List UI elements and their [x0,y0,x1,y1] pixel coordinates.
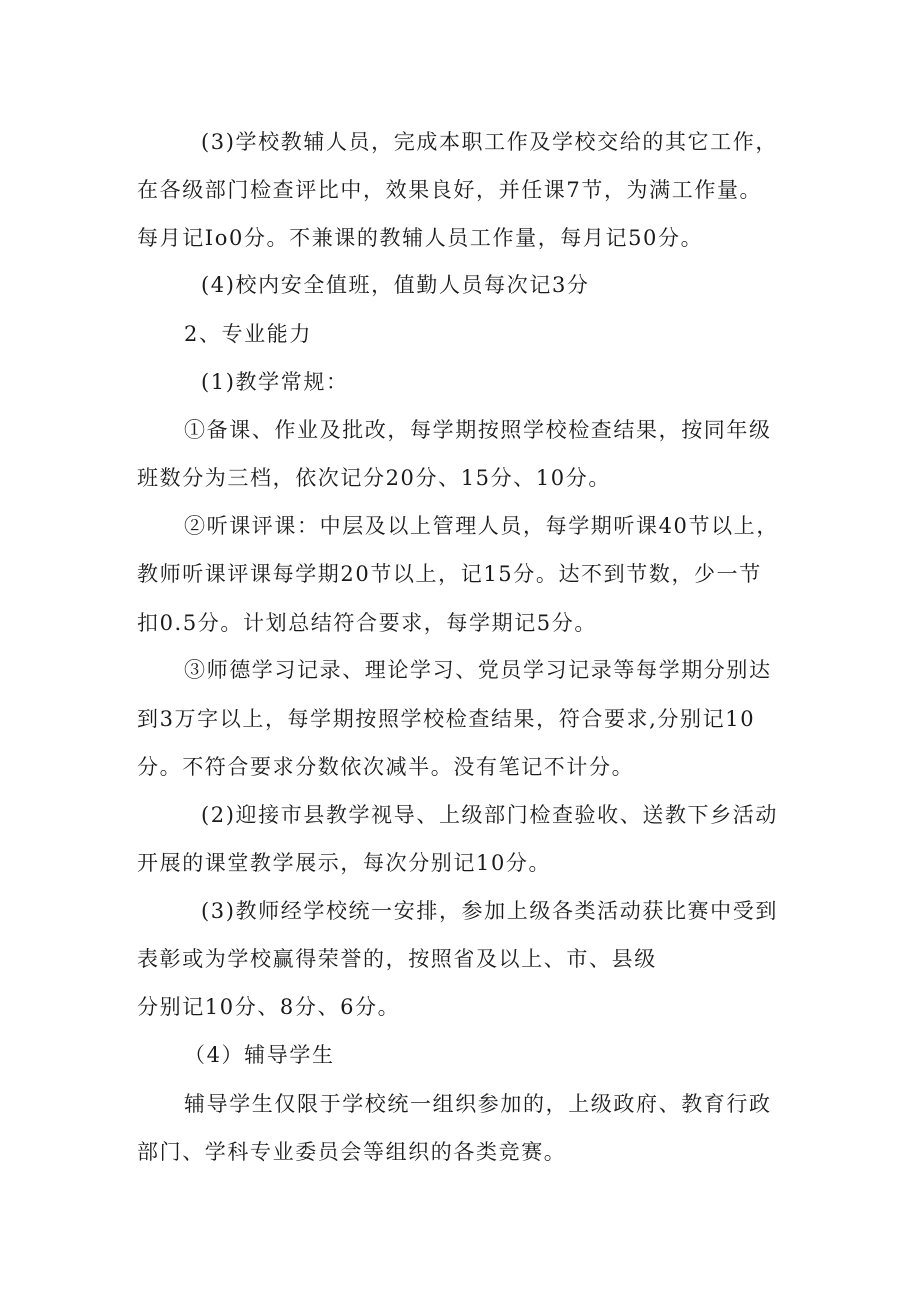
subheading-teaching-routine: (1)教学常规： [201,370,349,394]
paragraph-line-3: 每月记Io0分。不兼课的教辅人员工作量，每月记50分。 [137,226,704,250]
paragraph-line-17: (3)教师经学校统一安排，参加上级各类活动获比赛中受到 [201,899,778,923]
paragraph-line-14: 分。不符合要求分数依次减半。没有笔记不计分。 [137,755,635,779]
paragraph-line-9: ②听课评课：中层及以上管理人员，每学期听课40节以上， [184,514,779,538]
paragraph-line-19: 分别记10分、8分、6分。 [137,995,401,1019]
paragraph-line-7: ①备课、作业及批改，每学期按照学校检查结果，按同年级 [184,418,772,442]
paragraph-line-11: 扣0.5分。计划总结符合要求，每学期记5分。 [137,611,597,635]
paragraph-line-8: 班数分为三档，依次记分20分、15分、10分。 [137,466,611,490]
paragraph-line-2: 在各级部门检查评比中，效果良好，并任课7节，为满工作量。 [137,178,763,202]
paragraph-line-1: (3)学校教辅人员，完成本职工作及学校交给的其它工作， [201,130,778,154]
paragraph-line-21: 辅导学生仅限于学校统一组织参加的，上级政府、教育行政 [184,1092,772,1116]
paragraph-line-10: 教师听课评课每学期20节以上，记15分。达不到节数，少一节 [137,562,762,586]
paragraph-line-18: 表彰或为学校赢得荣誉的，按照省及以上、市、县级 [137,947,657,971]
paragraph-line-15: (2)迎接市县教学视导、上级部门检查验收、送教下乡活动 [201,803,778,827]
paragraph-line-22: 部门、学科专业委员会等组织的各类竞赛。 [137,1140,567,1164]
paragraph-line-12: ③师德学习记录、理论学习、党员学习记录等每学期分别达 [184,658,772,682]
paragraph-line-4: (4)校内安全值班，值勤人员每次记3分 [201,273,590,297]
paragraph-line-13: 到3万字以上，每学期按照学校检查结果，符合要求,分别记10 [137,707,756,731]
section-heading: 2、专业能力 [184,322,312,346]
subheading-tutoring: （4）辅导学生 [184,1043,335,1067]
paragraph-line-16: 开展的课堂教学展示，每次分别记10分。 [137,851,552,875]
